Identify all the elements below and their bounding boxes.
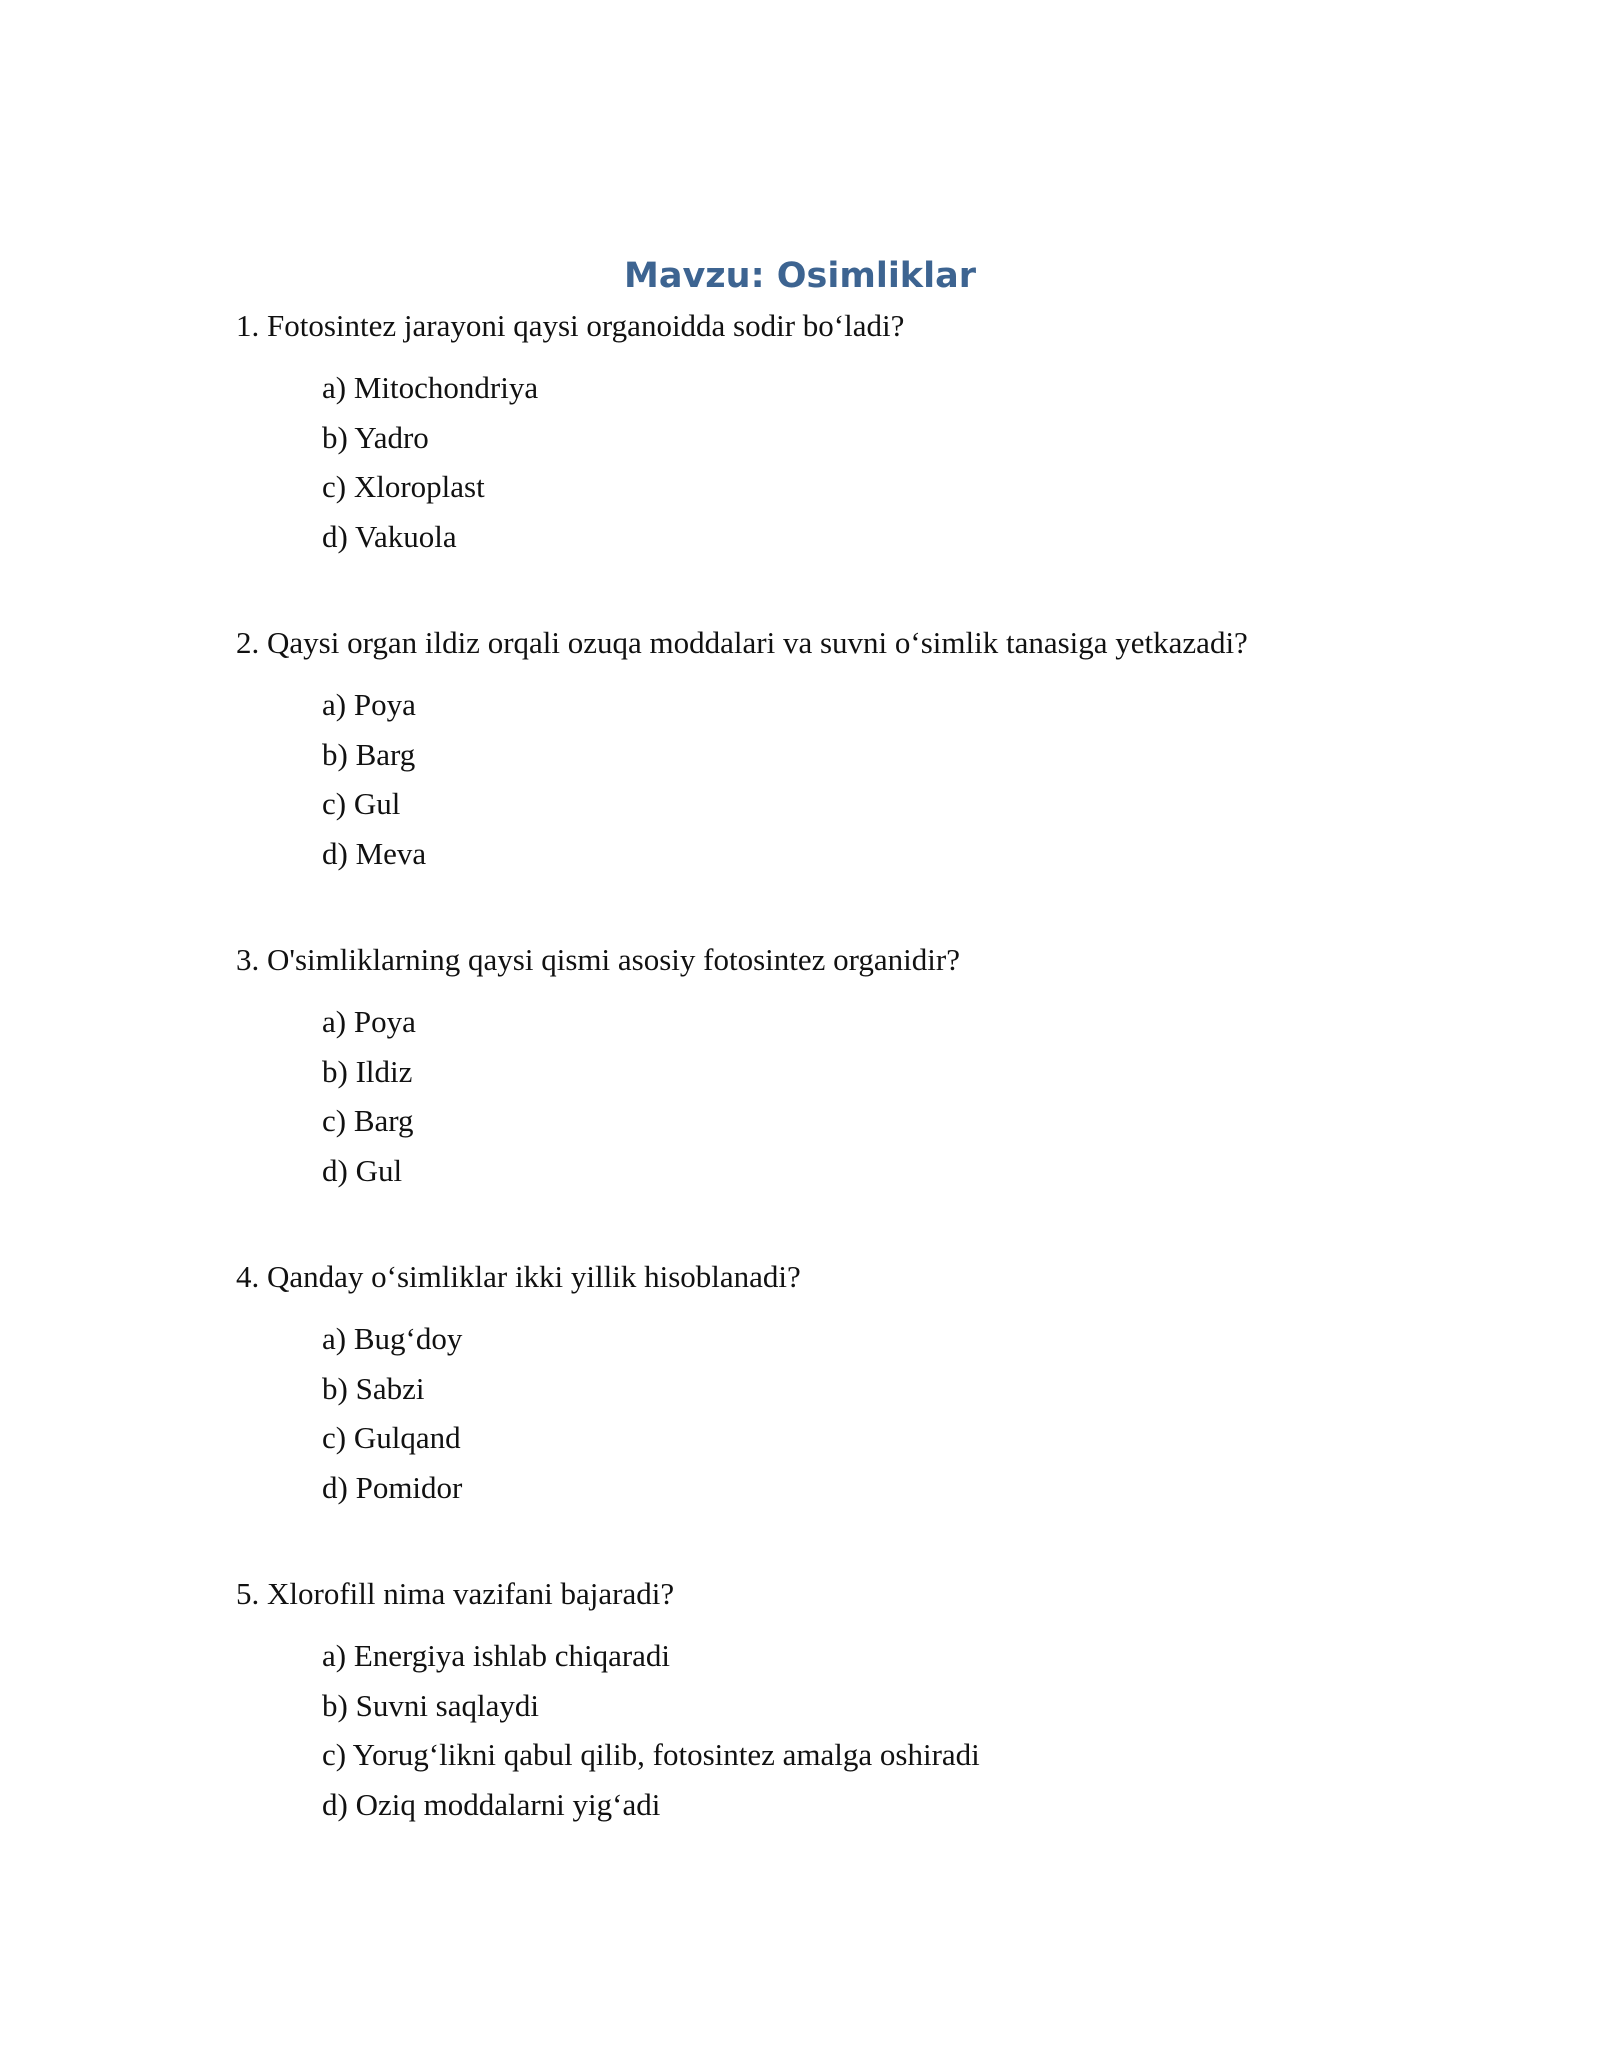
answer-option-c: c) Yorug‘likni qabul qilib, fotosintez amalga oshiradi [322,1737,980,1772]
answer-option-b: b) Suvni saqlaydi [322,1687,539,1723]
question-list [236,306,1436,1891]
answer-option-a: a) Poya [322,1004,416,1039]
question-text: 3. O'simliklarning qaysi qismi asosiy fotosintez organidir? [236,942,960,977]
question-text: 1. Fotosintez jarayoni qaysi organoidda sodir bo‘ladi? [236,308,905,343]
answer-option-d: d) Vakuola [322,518,457,554]
question-1 [236,306,1436,561]
answer-option-c: c) Gulqand [322,1420,461,1455]
question-3 [236,940,1436,1195]
question-text: 2. Qaysi organ ildiz orqali ozuqa moddalari va suvni o‘simlik tanasiga yetkazadi? [236,625,1248,660]
answer-option-a: a) Mitochondriya [322,370,539,405]
answer-option-c: c) Xloroplast [322,469,485,504]
answer-options [236,680,1436,878]
answer-option-b: b) Sabzi [322,1370,425,1406]
answer-option-c: c) Gul [322,786,401,821]
answer-option-b: b) Ildiz [322,1053,413,1089]
answer-options [236,1314,1436,1512]
answer-option-d: d) Gul [322,1152,403,1188]
answer-option-d: d) Oziq moddalarni yig‘adi [322,1786,661,1822]
document-title: Mavzu: Osimliklar [624,256,976,296]
question-4 [236,1257,1436,1512]
answer-option-a: a) Energiya ishlab chiqaradi [322,1638,671,1673]
question-text: 4. Qanday o‘simliklar ikki yillik hisoblanadi? [236,1259,801,1294]
answer-options [236,363,1436,561]
question-5 [236,1574,1436,1829]
answer-option-a: a) Poya [322,687,416,722]
question-2 [236,623,1436,878]
answer-options [236,1631,1436,1829]
answer-option-a: a) Bug‘doy [322,1321,463,1356]
question-text: 5. Xlorofill nima vazifani bajaradi? [236,1576,675,1611]
answer-option-d: d) Meva [322,835,427,871]
answer-option-b: b) Barg [322,736,416,772]
answer-option-c: c) Barg [322,1103,414,1138]
answer-option-d: d) Pomidor [322,1469,463,1505]
answer-option-b: b) Yadro [322,419,429,455]
answer-options [236,997,1436,1195]
